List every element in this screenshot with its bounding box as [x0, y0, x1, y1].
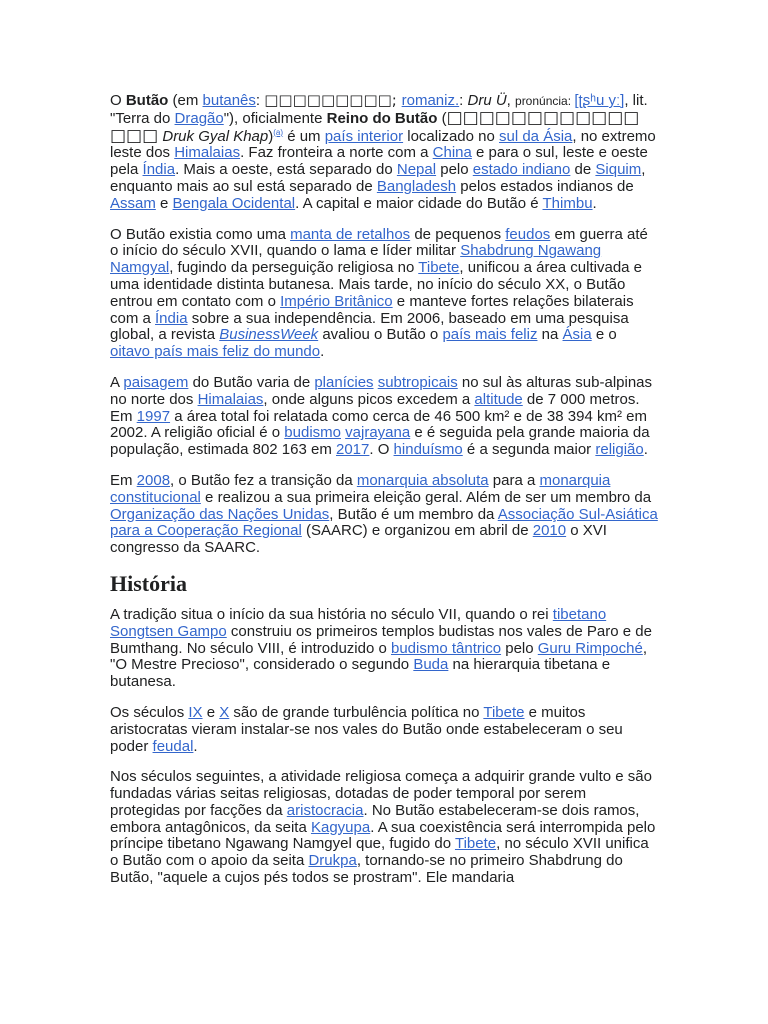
- link-sul-da-asia[interactable]: sul da Ásia: [499, 127, 573, 145]
- link-planicies[interactable]: planícies: [314, 373, 374, 391]
- link-budismo-tantrico[interactable]: budismo tântrico: [391, 639, 502, 657]
- link-seculo-x[interactable]: X: [219, 703, 230, 721]
- link-thimbu[interactable]: Thimbu: [542, 194, 593, 212]
- link-romanizacao[interactable]: romaniz.: [401, 92, 460, 109]
- link-pais-mais-feliz[interactable]: país mais feliz: [442, 326, 538, 344]
- dzongkha-script: □□□□□□□□□;: [264, 91, 402, 109]
- link-oitavo-pais-mais-feliz[interactable]: oitavo país mais feliz do mundo: [110, 343, 321, 361]
- link-pais-interior[interactable]: país interior: [324, 127, 404, 145]
- intro-paragraph-2: O Butão existia como uma manta de retalhos de pequenos feudos em guerra até o início do século XVII, quando o lama e líder militar Shabdrung Ngawang Namgyal, fugindo da perseguição religiosa no Tibete, unificou a área cultivada e uma identidade distinta butanesa. Mais tarde, no início do século XX, o Butão entrou em contato com o Império Britânico e manteve fortes relações bilaterais com a Índia sobre a sua independência. Em 2006, baseado em uma pesquisa global, a revista BusinessWeek avaliou o Butão o país mais feliz na Ásia e o oitavo país mais feliz do mundo.: [110, 225, 648, 361]
- link-subtropicais[interactable]: subtropicais: [377, 373, 458, 391]
- link-hinduismo[interactable]: hinduísmo: [393, 441, 463, 459]
- link-estado-indiano[interactable]: estado indiano: [472, 161, 571, 179]
- intro-paragraph-3: A paisagem do Butão varia de planícies subtropicais no sul às alturas sub-alpinas no norte dos Himalaias, onde alguns picos excedem a altitude de 7 000 metros. Em 1997 a área total foi relatada como cerca de 46 500 km² e de 38 394 km² em 2002. A religião oficial é o budismo vajrayana e é seguida pela grande maioria da população, estimada 802 163 em 2017. O hinduísmo é a segunda maior religião.: [110, 373, 653, 459]
- link-2010[interactable]: 2010: [532, 522, 567, 540]
- link-india[interactable]: Índia: [155, 309, 188, 327]
- link-seculo-ix[interactable]: IX: [188, 703, 203, 721]
- link-budismo[interactable]: budismo: [284, 424, 341, 442]
- official-name: Reino do Butão: [326, 109, 438, 127]
- link-onu[interactable]: Organização das Nações Unidas: [110, 505, 330, 523]
- link-1997[interactable]: 1997: [136, 407, 171, 425]
- link-china[interactable]: China: [432, 144, 472, 162]
- link-guru-rimpoche[interactable]: Guru Rimpoché: [537, 639, 643, 657]
- link-himalaias[interactable]: Himalaias: [197, 390, 264, 408]
- history-paragraph-3: Nos séculos seguintes, a atividade religiosa começa a adquirir grande vulto e são fundadas várias seitas religiosas, dotadas de poder temporal por serem protegidas por facções da aristocracia. No Butão estabeleceram-se dois ramos, embora antagônicos, da seita Kagyupa. A sua coexistência será interrompida pelo príncipe tibetano Ngawang Namgyel que, fugido do Tibete, no século XVII unifica o Butão com o apoio da seita Drukpa, tornando-se no primeiro Shabdrung do Butão, "aquele a cujos pés todos se prostram". Ele mandaria: [110, 768, 656, 887]
- link-assam[interactable]: Assam: [110, 194, 156, 212]
- link-bangladesh[interactable]: Bangladesh: [376, 177, 457, 195]
- link-vajrayana[interactable]: vajrayana: [345, 424, 411, 442]
- intro-paragraph-1: O Butão (em butanês: □□□□□□□□□; romaniz.: Dru Ü, pronúncia: [ʈʂʰu yː], lit. "Terra do Dragão"), oficialmente Reino do Butão (□□□□□□□□□□□□ □□□ Druk Gyal Khap)$^{(a)}$ é um país interior localizado no sul da Ásia, no extremo leste dos Himalaias. Faz fronteira a norte com a China e para o sul, leste e oeste pela Índia. Mais a oeste, está separado do Nepal pelo estado indiano de Siquim, enquanto mais ao sul está separado de Bangladesh pelos estados indianos de Assam e Bengala Ocidental. A capital e maior cidade do Butão é Thimbu.: [110, 91, 656, 212]
- link-tibetano[interactable]: tibetano: [552, 605, 607, 623]
- section-heading-historia: História: [110, 570, 187, 596]
- article-subject: Butão: [125, 92, 169, 109]
- link-drukpa[interactable]: Drukpa: [308, 852, 357, 870]
- link-dragao[interactable]: Dragão: [174, 109, 224, 127]
- article-content: [110, 92, 658, 901]
- link-aristocracia[interactable]: aristocracia: [286, 801, 364, 819]
- link-monarquia-absoluta[interactable]: monarquia absoluta: [356, 471, 489, 489]
- link-2017[interactable]: 2017: [336, 441, 370, 459]
- link-feudal[interactable]: feudal: [152, 737, 194, 755]
- link-businessweek[interactable]: BusinessWeek: [219, 326, 319, 344]
- link-butanes[interactable]: butanês: [202, 92, 256, 109]
- link-altitude[interactable]: altitude: [474, 390, 523, 408]
- link-asia[interactable]: Ásia: [562, 326, 592, 344]
- link-imperio-britanico[interactable]: Império Britânico: [280, 292, 393, 310]
- link-feudos[interactable]: feudos: [505, 225, 551, 243]
- link-2008[interactable]: 2008: [136, 471, 171, 489]
- history-paragraph-1: A tradição situa o início da sua história no século VII, quando o rei tibetano Songtsen Gampo construiu os primeiros templos budistas nos vales de Paro e de Bumthang. No século VIII, é introduzido o budismo tântrico pelo Guru Rimpoché, "O Mestre Precioso", considerado o segundo Buda na hierarquia tibetana e butanesa.: [110, 605, 652, 691]
- link-manta-de-retalhos[interactable]: manta de retalhos: [290, 225, 411, 243]
- link-kagyupa[interactable]: Kagyupa: [310, 818, 371, 836]
- link-paisagem[interactable]: paisagem: [123, 373, 189, 391]
- link-tibete[interactable]: Tibete: [483, 703, 525, 721]
- history-paragraph-2: Os séculos IX e X são de grande turbulência política no Tibete e muitos aristocratas vieram instalar-se nos vales do Butão onde estabeleceram o seu poder feudal.: [110, 703, 623, 755]
- dzongkha-official-name: □□□□□□□□□□□□ □□□: [110, 107, 640, 146]
- link-tibete[interactable]: Tibete: [454, 835, 497, 853]
- link-tibete[interactable]: Tibete: [418, 259, 460, 277]
- link-buda[interactable]: Buda: [413, 656, 449, 674]
- link-himalaias[interactable]: Himalaias: [174, 144, 241, 162]
- link-shabdrung-ngawang-namgyal[interactable]: Shabdrung Ngawang Namgyal: [110, 242, 602, 277]
- footnote-a-link[interactable]: (a): [273, 127, 284, 137]
- link-bengala-ocidental[interactable]: Bengala Ocidental: [172, 194, 296, 212]
- link-pronunciation-ipa[interactable]: [ʈʂʰu yː]: [574, 92, 625, 109]
- link-nepal[interactable]: Nepal: [396, 161, 437, 179]
- link-india[interactable]: Índia: [142, 161, 176, 179]
- link-songtsen-gampo[interactable]: Songtsen Gampo: [110, 622, 227, 640]
- link-siquim[interactable]: Siquim: [595, 161, 642, 179]
- link-religiao[interactable]: religião: [595, 441, 644, 459]
- intro-paragraph-4: Em 2008, o Butão fez a transição da monarquia absoluta para a monarquia constitucional e realizou a sua primeira eleição geral. Além de ser um membro da Organização das Nações Unidas, Butão é um membro da Associação Sul-Asiática para a Cooperação Regional (SAARC) e organizou em abril de 2010 o XVI congresso da SAARC.: [110, 471, 658, 557]
- link-monarquia-constitucional[interactable]: monarquia constitucional: [110, 471, 611, 506]
- link-saarc[interactable]: Associação Sul-Asiática para a Cooperação Regional: [110, 505, 658, 540]
